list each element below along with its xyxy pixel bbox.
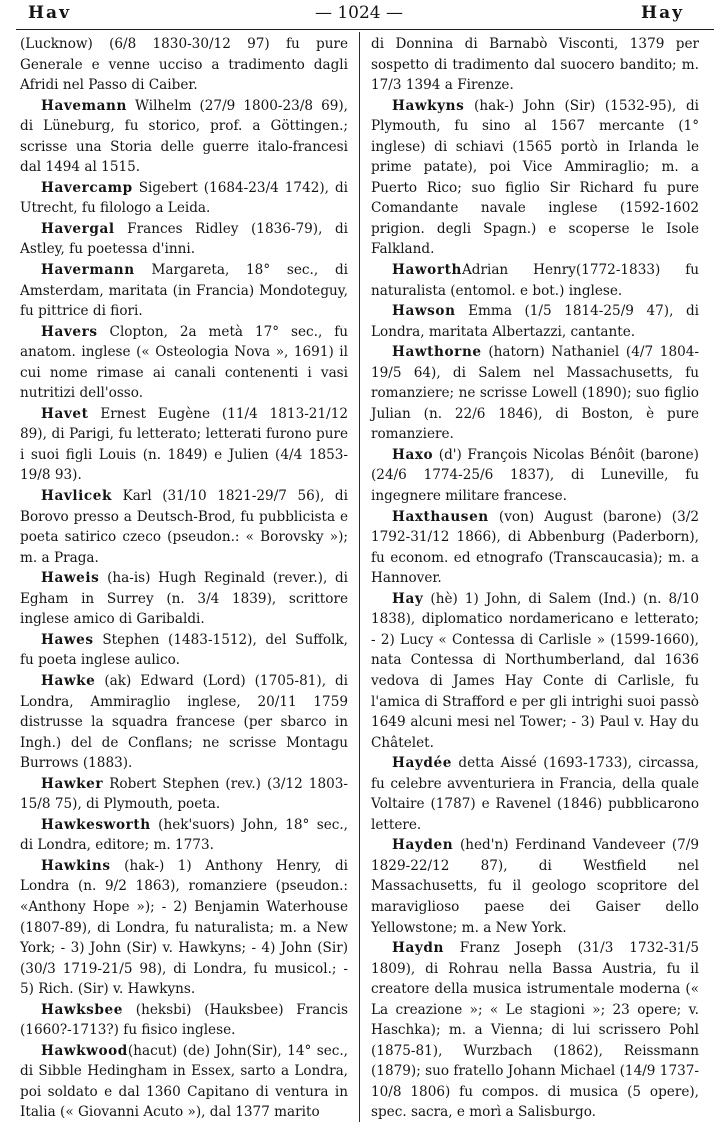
entry-headword: Hawke [41, 672, 96, 689]
entry-text: di Donnina di Barnabò Visconti, 1379 per sospetto di tradimento dal suocero bandito; m. 17/3 1394 a Firenze. [371, 36, 699, 94]
entry-text: Frances Ridley (1836-79), di Astley, fu poetessa d'inni. [20, 220, 348, 258]
entry-headword: Havers [41, 323, 98, 340]
entry-text: detta Aissé (1693-1733), circassa, fu celebre avventuriera in Francia, della quale Voltaire (1787) e Ravenel (1846) pubblicarono lettere. [371, 755, 699, 833]
entry-headword: Haxo [392, 446, 434, 463]
entry-text: Robert Stephen (rev.) (3/12 1803-15/8 75), di Plymouth, poeta. [20, 775, 348, 813]
entry-headword: Haydn [392, 940, 444, 957]
entry-text: Clopton, 2a metà 17° sec., fu anatom. inglese (« Osteologia Nova », 1691) il cui nome rimase ai canali contenenti i vasi nutritizi dell'osso. [20, 323, 348, 402]
entry-headword: Hay [392, 590, 424, 607]
dictionary-entry [20, 260, 348, 322]
entry-text: Franz Joseph (31/3 1732-31/5 1809), di Rohrau nella Bassa Austria, fu il creatore della musica istrumentale moderna (« La creazione »; « Le stagioni »; 23 opere; v. Haschka); m. a Vienna; di lui scrissero Pohl (1875-81), Wurzbach (1862), Reissmann (1879); suo fratello Johann Michael (14/9 1737-10/8 1806) fu compos. di musica (5 opere), spec. sacra, e morì a Salisburgo. [371, 940, 699, 1121]
entry-headword: Hawes [41, 631, 94, 648]
entry-headword: Haydée [392, 755, 452, 772]
entry-text: (hak-) 1) Anthony Henry, di Londra (n. 9/2 1863), romanziere (pseudon.: «Anthony Hope »); - 2) Benjamin Waterhouse (1807-89), di Londra, fu naturalista; m. a New York; - 3) John (Sir) v. Hawkyns; - 4) John (Sir) (30/3 1719-21/5 98), di Londra, fu musicol.; - 5) Rich. (Sir) v. Hawkyns. [20, 857, 348, 998]
entry-headword: Hawkesworth [41, 816, 151, 833]
dictionary-entry [20, 630, 348, 671]
entry-text: Adrian Henry(1772-1833) fu naturalista (entomol. e bot.) inglese. [371, 262, 699, 299]
entry-headword: Hawker [41, 775, 104, 792]
entry-text: (hatorn) Nathaniel (4/7 1804-19/5 64), di Salem nel Massachusetts, fu romanziere; ne scrisse Lowell (1890); suo figlio Julian (n. 22/6 1846), di Boston, è pure romanziere. [371, 344, 699, 443]
entry-headword: Haweis [41, 570, 100, 587]
dictionary-entry [20, 486, 348, 568]
dictionary-entry [20, 1041, 348, 1123]
entry-text: Margareta, 18° sec., di Amsterdam, maritata (in Francia) Mondoteguy, fu pittrice di fiori. [20, 262, 348, 320]
entry-text: Sigebert (1684-23/4 1742), di Utrecht, fu filologo a Leida. [20, 179, 348, 217]
entry-headword: Hawkwood [41, 1042, 128, 1059]
dictionary-entry [20, 856, 348, 1000]
header-rule [16, 29, 714, 30]
column-divider [359, 32, 360, 1122]
dictionary-entry [20, 671, 348, 774]
header-right-guideword: Hay [641, 3, 684, 23]
dictionary-entry [20, 774, 348, 815]
running-header [0, 0, 718, 28]
dictionary-entry [371, 507, 699, 589]
entry-text: (ha-is) Hugh Reginald (rever.), di Egham in Surrey (n. 3/4 1839), scrittore inglese amico di Garibaldi. [20, 570, 348, 628]
dictionary-entry [371, 835, 699, 938]
dictionary-entry [371, 342, 699, 445]
dictionary-entry [20, 322, 348, 404]
entry-text: (hacut) (de) John(Sir), 14° sec., di Sibble Hedingham in Essex, sarto a Londra, poi soldato e dal 1360 Capitano di ventura in Italia (« Giovanni Acuto »), dal 1377 marito [20, 1042, 348, 1121]
entry-text: (hak-) John (Sir) (1532-95), di Plymouth, fu sino al 1567 mercante (1° inglese) di schiavi (1565 portò in Irlanda le prime patate), poi Vice Ammiraglio; m. a Puerto Rico; suo figlio Sir Richard fu pure Comandante navale inglese (1592-1602 prigion. degli Spagn.) e scoperse le Isole Falkland. [371, 97, 699, 258]
header-left-guideword: Hav [28, 3, 71, 23]
dictionary-entry [371, 589, 699, 753]
dictionary-entry [371, 445, 699, 507]
dictionary-entry [371, 34, 699, 96]
entry-text: (hed'n) Ferdinand Vandeveer (7/9 1829-22/12 87), di Westfield nel Massachusetts, fu il geologo scopritore del maraviglioso paese dei Gaiser dello Yellowstone; m. a New York. [371, 837, 699, 936]
page-number: — 1024 — [314, 3, 404, 23]
entry-text: Stephen (1483-1512), del Suffolk, fu poeta inglese aulico. [20, 631, 348, 669]
entry-text: Emma (1/5 1814-25/9 47), di Londra, maritata Albertazzi, cantante. [371, 303, 699, 340]
entry-headword: Havermann [41, 262, 135, 279]
dictionary-entry [20, 178, 348, 219]
entry-headword: Hawthorne [392, 344, 482, 361]
entry-headword: Havlicek [41, 488, 113, 505]
entry-headword: Hawkins [41, 857, 111, 874]
entry-text: Ernest Eugène (11/4 1813-21/12 89), di Parigi, fu letterato; letterati furono pure i suoi figli Louis (n. 1849) e Julien (4/4 1853-19/8 93). [20, 405, 348, 484]
entry-text: Wilhelm (27/9 1800-23/8 69), di Lüneburg, fu storico, prof. a Göttingen.; scrisse una Storia delle guerre italo-francesi dal 1494 al 1515. [20, 97, 348, 176]
entry-headword: Havergal [41, 220, 115, 237]
dictionary-entry [20, 96, 348, 178]
dictionary-entry [371, 753, 699, 835]
entry-text: (d') François Nicolas Bénôit (barone) (24/6 1774-25/6 1837), di Luneville, fu ingegnere militare francese. [371, 446, 699, 505]
left-column [20, 34, 348, 1123]
dictionary-entry [371, 96, 699, 260]
entry-headword: Havemann [41, 97, 127, 114]
entry-headword: Hawksbee [41, 1001, 124, 1018]
entry-text: (Lucknow) (6/8 1830-30/12 97) fu pure Generale e venne ucciso a tradimento dagli Afridi nel Passo di Caiber. [20, 36, 348, 94]
dictionary-entry [20, 568, 348, 630]
entry-text: (von) August (barone) (3/2 1792-31/12 1866), di Abbenburg (Paderborn), fu econom. ed etnografo (Transcaucasia); m. a Hannover. [371, 508, 699, 587]
entry-headword: Hayden [392, 837, 454, 854]
entry-headword: Haxthausen [392, 508, 489, 525]
dictionary-entry [20, 219, 348, 260]
entry-text: (hè) 1) John, di Salem (Ind.) (n. 8/10 1838), diplomatico nordamericano e letterato; - 2) Lucy « Contessa di Carlisle » (1599-1660), nata Contessa di Northumberland, dal 1636 vedova di James Hay Conte di Carlisle, fu l'amica di Strafford e per gli intrighi suoi passò 1649 alcuni mesi nel Tower; - 3) Paul v. Hay du Châtelet. [371, 590, 699, 751]
dictionary-entry [20, 1000, 348, 1041]
dictionary-entry [371, 301, 699, 342]
dictionary-entry [20, 815, 348, 856]
entry-headword: Haworth [392, 262, 462, 279]
entry-text: (hek'suors) John, 18° sec., di Londra, editore; m. 1773. [20, 816, 348, 854]
right-column [371, 34, 699, 1123]
entry-headword: Havet [41, 405, 89, 422]
entry-text: (heksbi) (Hauksbee) Francis (1660?-1713?) fu fisico inglese. [20, 1001, 348, 1039]
entry-text: Karl (31/10 1821-29/7 56), di Borovo presso a Deutsch-Brod, fu pubblicista e poeta satirico czeco (pseudon.: « Borovsky »); m. a Praga. [20, 488, 348, 566]
dictionary-entry [20, 404, 348, 486]
entry-headword: Havercamp [41, 179, 133, 196]
entry-text: (ak) Edward (Lord) (1705-81), di Londra, Ammiraglio inglese, 20/11 1759 distrusse la squadra francese (per sbarco in Ingh.) del de Conflans; ne scrisse Montagu Burrows (1883). [20, 672, 348, 772]
dictionary-entry [371, 260, 699, 301]
dictionary-entry [371, 938, 699, 1123]
entry-headword: Hawkyns [392, 97, 465, 114]
dictionary-entry [20, 34, 348, 96]
entry-headword: Hawson [392, 303, 456, 320]
